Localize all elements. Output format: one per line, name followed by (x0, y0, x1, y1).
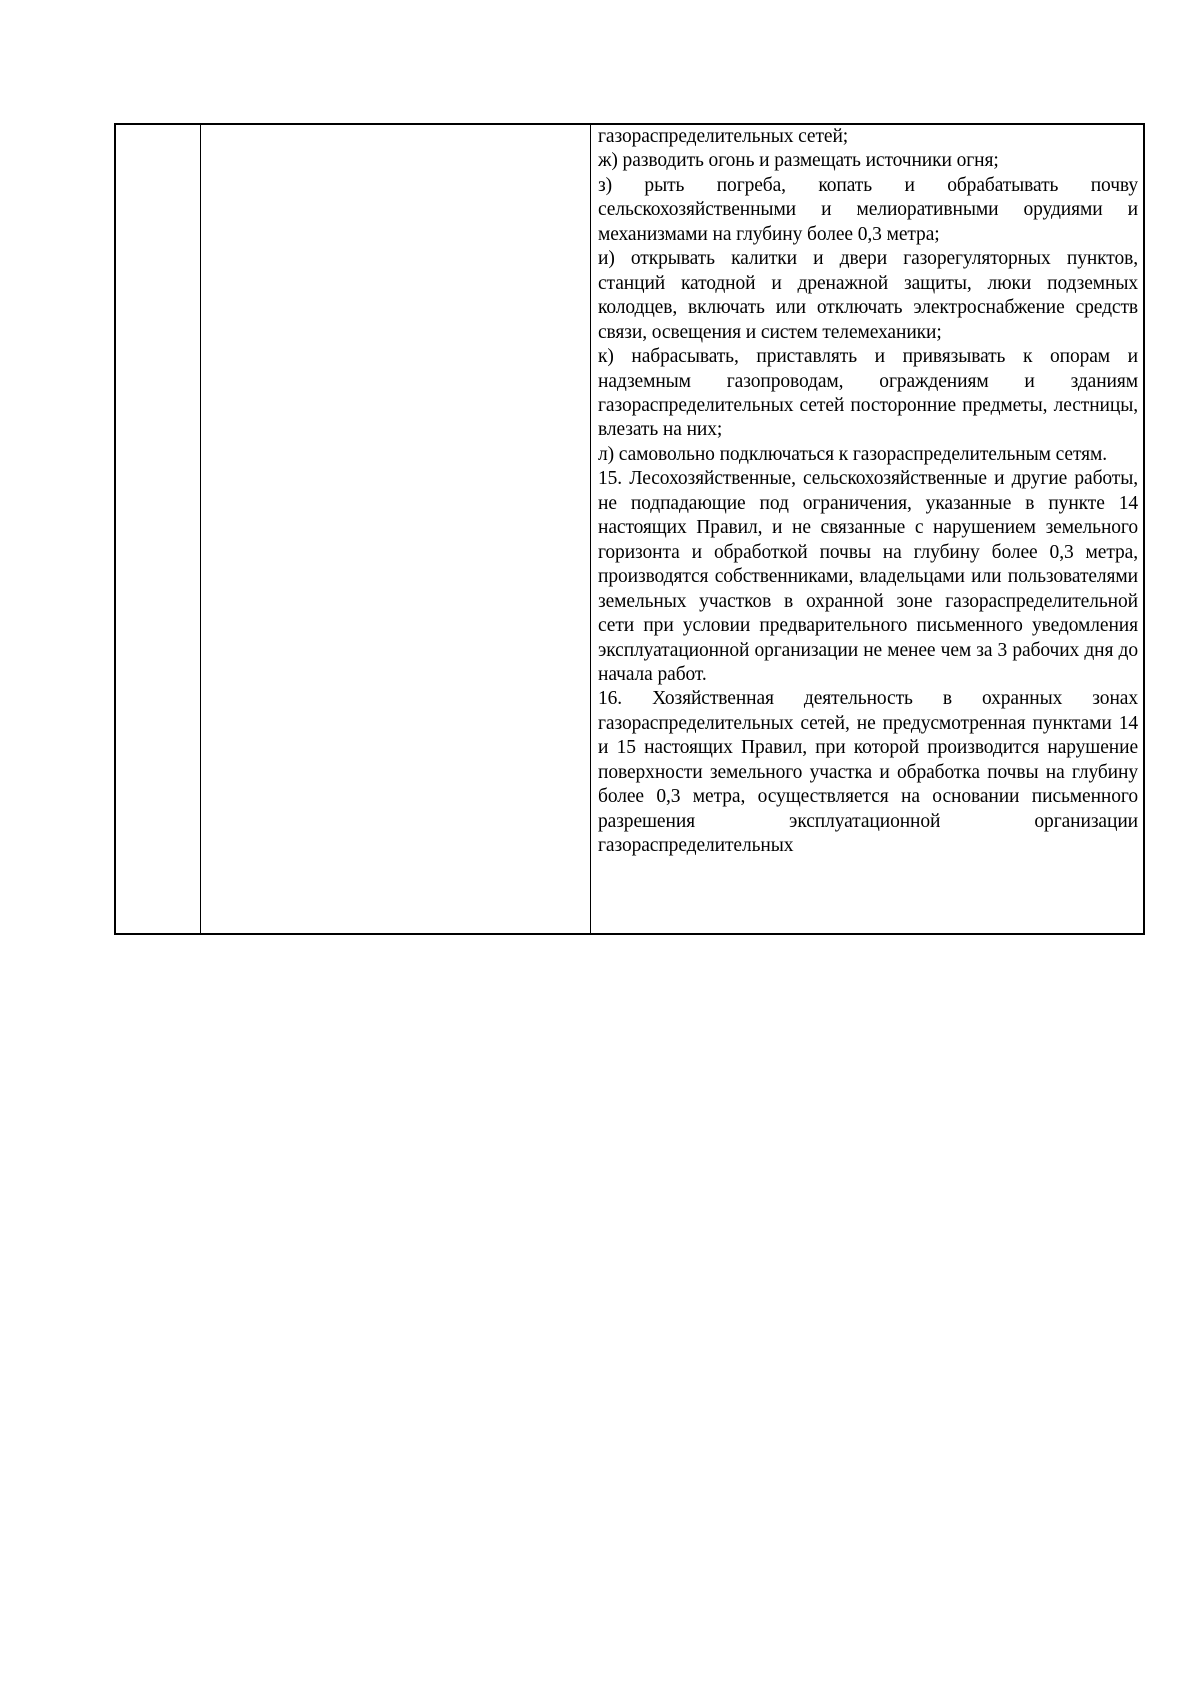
paragraph-clause-16: 16. Хозяйственная деятельность в охранных зонах газораспределительных сетей, не предусмотренная пунктами 14 и 15 настоящих Правил, при которой производится нарушение поверхности земельного участка и обработка почвы на глубину более 0,3 метра, осуществляется на основании письменного разрешения эксплуатационной организации газораспределительных (598, 688, 1138, 857)
paragraph-item-l: л) самовольно подключаться к газораспределительным сетям. (598, 443, 1108, 465)
paragraph-clause-15: 15. Лесохозяйственные, сельскохозяйственные и другие работы, не подпадающие под ограничения, указанные в пункте 14 настоящих Правил, и не связанные с нарушением земельного горизонта и обработкой почвы на глубину более 0,3 метра, производятся собственниками, владельцами или пользователями земельных участков в охранной зоне газораспределительной сети при условии предварительного письменного уведомления эксплуатационной организации не менее чем за 3 рабочих дня до начала работ. (598, 468, 1138, 685)
paragraph-networks-end: газораспределительных сетей; (598, 126, 849, 147)
paragraph-item-zh: ж) разводить огонь и размещать источники огня; (598, 150, 999, 172)
name-cell (201, 125, 591, 933)
text-cell (591, 125, 1143, 933)
paragraph-item-k: к) набрасывать, приставлять и привязывать к опорам и надземным газопроводам, ограждениям и зданиям газораспределительных сетей посторонние предметы, лестницы, влезать на них; (598, 346, 1138, 441)
paragraph-item-i: и) открывать калитки и двери газорегуляторных пунктов, станций катодной и дренажной защиты, люки подземных колодцев, включать или отключать электроснабжение средств связи, освещения и систем телемеханики; (598, 248, 1138, 343)
number-cell (116, 125, 201, 933)
document-table (114, 123, 1145, 935)
paragraph-item-z: з) рыть погреба, копать и обрабатывать почву сельскохозяйственными и мелиоративными орудиями и механизмами на глубину более 0,3 метра; (598, 174, 1138, 245)
